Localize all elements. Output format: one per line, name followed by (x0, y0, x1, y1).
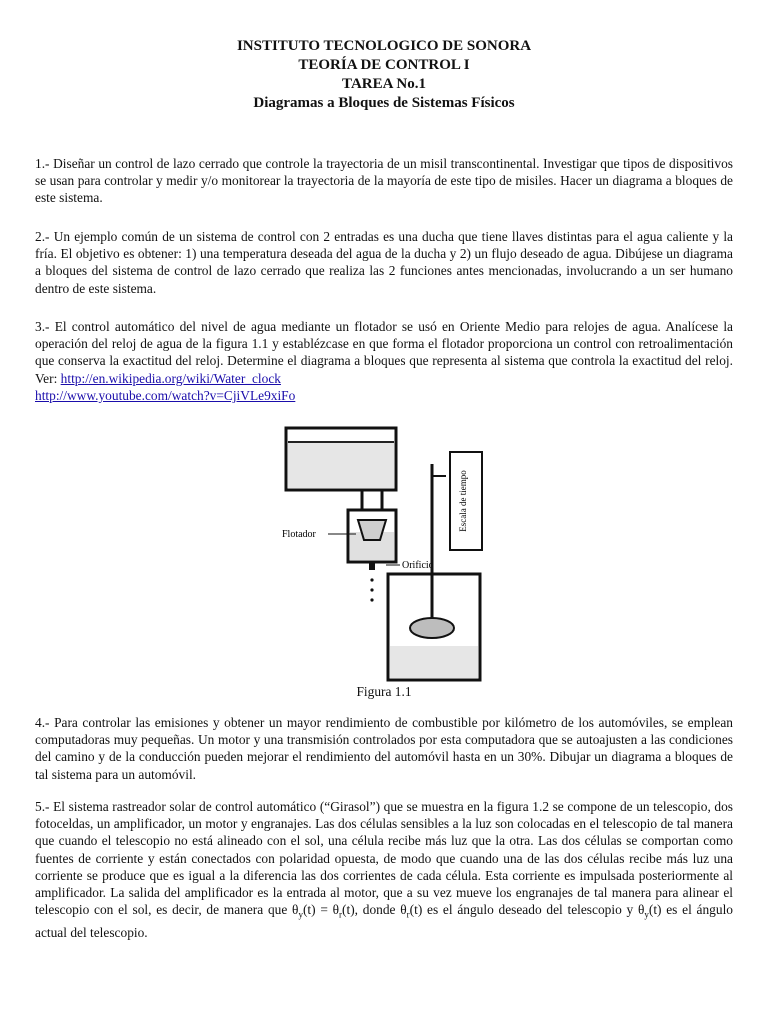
subscript-r: r (339, 909, 343, 920)
orifice-label: Orificio (402, 560, 434, 571)
float-valve (358, 520, 386, 540)
subscript-r: r (406, 909, 410, 920)
course-title: TEORÍA DE CONTROL I (298, 57, 470, 73)
problem-2: 2.- Un ejemplo común de un sistema de control con 2 entradas es una ducha que tiene llaves distintas para el agua caliente y la fría. El objetivo es obtener: 1) una temperatura deseada del agua de la ducha y 2) un flujo deseado de agua. Dibújese un diagrama a bloques del sistema de control de lazo cerrado que realiza las 2 funciones antes mencionadas, involucrando a un ser humano dentro de este sistema. (35, 229, 733, 296)
float-label: Flotador (282, 529, 316, 540)
problem-3 (35, 318, 733, 404)
document-header (0, 37, 768, 113)
subscript-y: y (298, 909, 303, 920)
upper-tank-outlet (362, 490, 382, 510)
problem-3-text: 3.- El control automático del nivel de agua mediante un flotador se usó en Oriente Medio para relojes de agua. Analícese la operación del reloj de agua de la figura 1.1 y establézcase en que forma el flotador proporciona un control con retroalimentación que conserva la exactitud del reloj. Determine el diagrama a bloques que representa al sistema que controla la exactitud del reloj. Ver: (35, 319, 733, 386)
equation-part: (t) es el ángulo actual del telescopio. (35, 902, 733, 941)
equation-part: (t), donde θ (342, 902, 407, 918)
upper-tank-water (288, 442, 394, 488)
lower-tank-water (390, 646, 478, 678)
orifice (369, 562, 375, 570)
time-scale-label: Escala de tiempo (458, 470, 468, 532)
water-drop (370, 578, 373, 581)
theta-symbol: θ (292, 902, 299, 918)
figure-caption: Figura 1.1 (356, 684, 412, 699)
water-drop (370, 598, 373, 601)
assignment-title: TAREA No.1 (342, 76, 426, 92)
youtube-link[interactable]: http://www.youtube.com/watch?v=CjiVLe9xiFo (35, 387, 296, 403)
water-clock-figure (276, 424, 492, 682)
subscript-y: y (644, 909, 649, 920)
problem-5 (35, 798, 733, 941)
wikipedia-link[interactable]: http://en.wikipedia.org/wiki/Water_clock (60, 370, 281, 386)
lower-float (410, 618, 454, 638)
institution-title: INSTITUTO TECNOLOGICO DE SONORA (236, 38, 532, 54)
problem-5-text: 5.- El sistema rastreador solar de control automático (“Girasol”) que se muestra en la figura 1.2 se compone de un telescopio, dos fotoceldas, un amplificador, un motor y engranajes. Las dos células sensibles a la luz son colocadas en el telescopio de tal manera que cuando el telescopio no está alineado con el sol, una célula recibe más luz que la otra. Las dos células se comportan como fuentes de corriente y están conectados con polaridad opuesta, de modo que cuando una de las dos células recibe más luz una corriente se produce que es igual a la diferencia las dos corrientes de cada célula. Esta corriente es impulsada posteriormente al amplificador. La salida del amplificador es la entrada al motor, que a su vez mueve los engranajes de tal manera para alinear el telescopio con el sol, es decir, de manera que (35, 799, 733, 918)
equation-part: (t) = θ (302, 902, 340, 918)
water-clock-diagram (276, 424, 492, 682)
problem-1: 1.- Diseñar un control de lazo cerrado que controle la trayectoria de un misil transcontinental. Investigar que tipos de dispositivos se usan para controlar y medir y/o monitorear la trayectoria de la mayoría de este tipo de misiles. Hacer un diagrama a bloques de este sistema. (35, 156, 733, 206)
water-drop (370, 588, 373, 591)
assignment-subtitle: Diagramas a Bloques de Sistemas Físicos (253, 95, 515, 111)
problem-4: 4.- Para controlar las emisiones y obtener un mayor rendimiento de combustible por kilómetro de los automóviles, se emplean computadoras muy pequeñas. Un motor y una transmisión controlados por esta computadora que se autoajusten a las condiciones del camino y de la conducción pueden mejorar el rendimiento del automóvil hasta en un 30%. Dibujar un diagrama a bloques de tal sistema para un automóvil. (35, 715, 733, 782)
equation-part: (t) es el ángulo deseado del telescopio y θ (409, 902, 645, 918)
